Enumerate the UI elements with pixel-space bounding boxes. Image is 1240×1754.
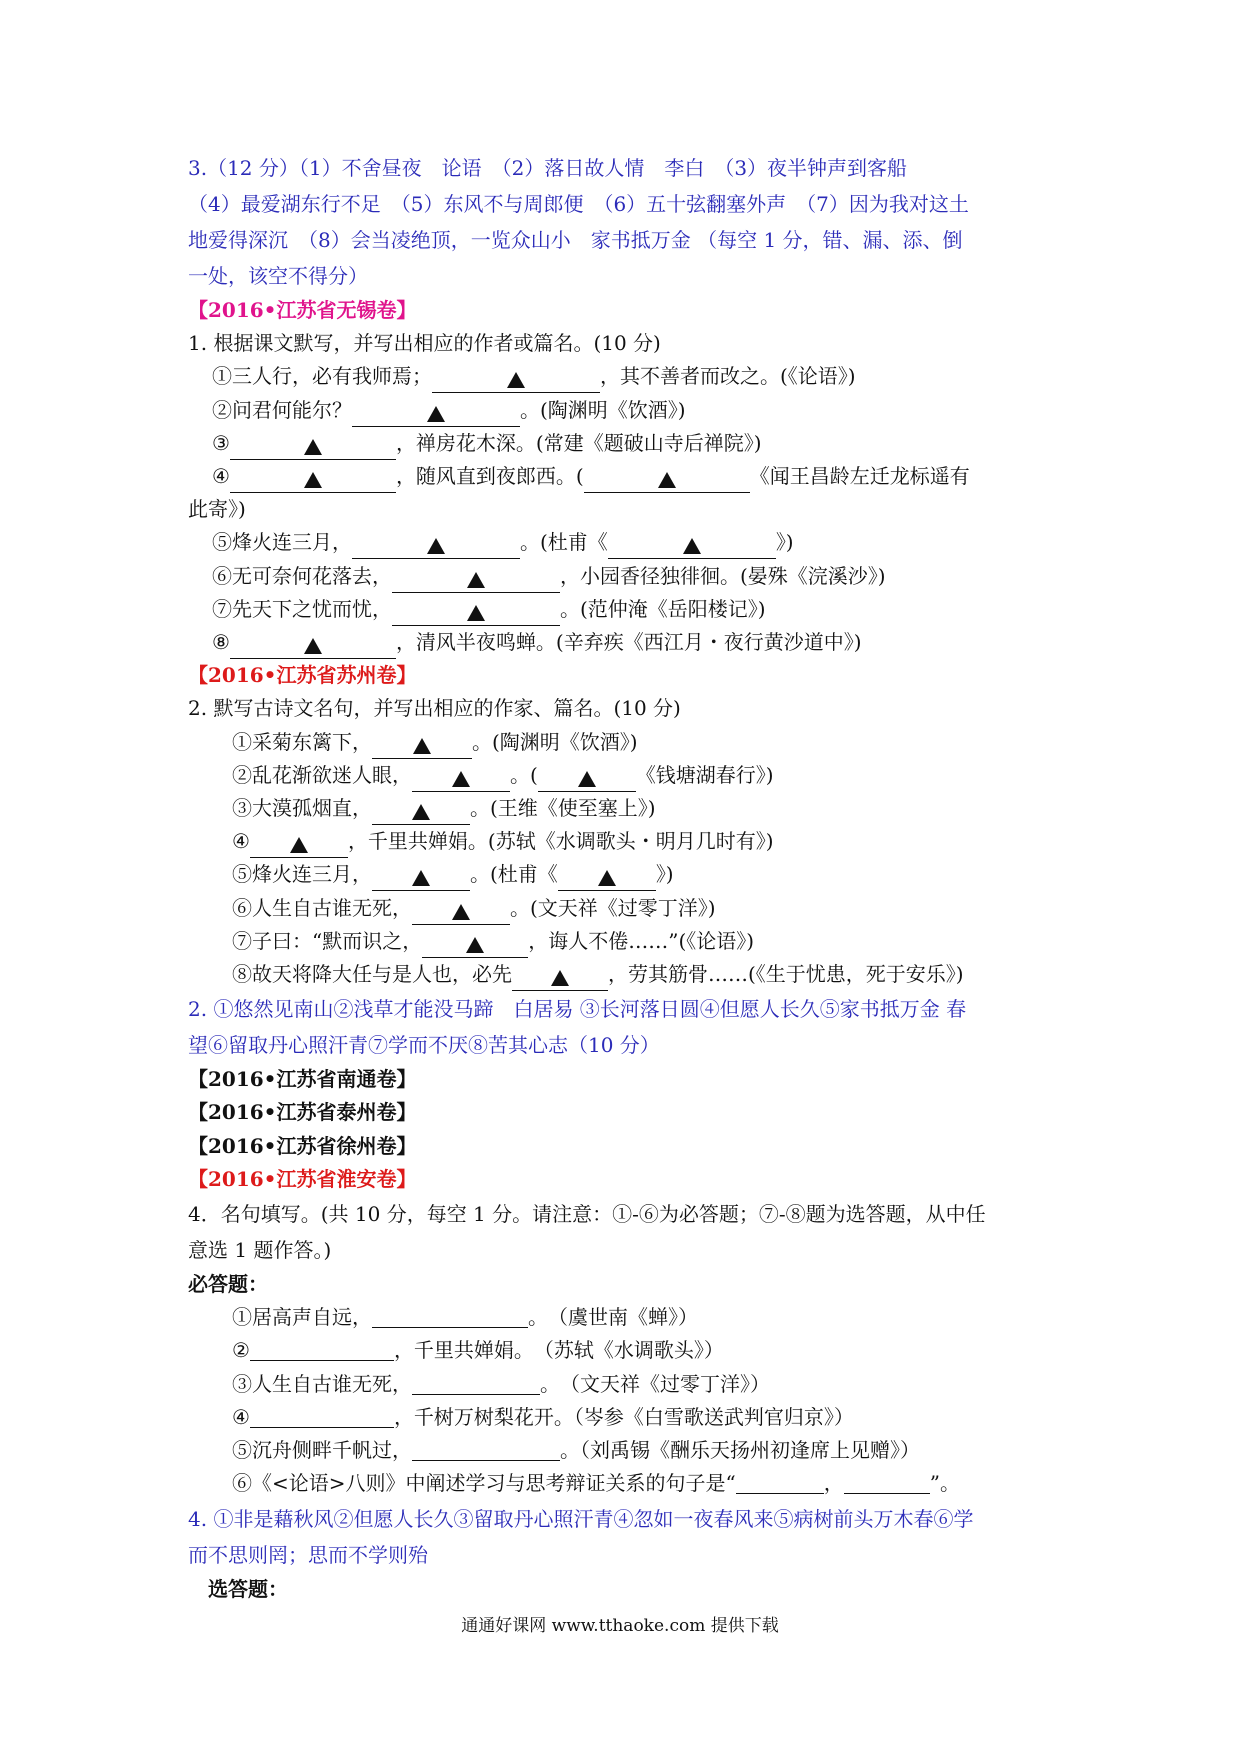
answer-blank[interactable] <box>392 603 560 626</box>
answer-line: 地爱得深沉 （8）会当凌绝顶，一览众山小 家书抵万金 （每空 1 分，错、漏、添、倒 <box>188 228 963 252</box>
fill-item: ⑥《<论语>八则》中阐述学习与思考辩证关系的句子是“ ， ”。 <box>232 1471 960 1496</box>
question-1: 1. 根据课文默写，并写出相应的作者或篇名。(10 分) <box>188 331 661 356</box>
fill-item: ⑤沉舟侧畔千帆过， 。（刘禹锡《酬乐天扬州初逢席上见赠》） <box>232 1438 920 1463</box>
fill-item: ⑤烽火连三月， 。(杜甫《 》) <box>188 526 1068 559</box>
answer-blank[interactable] <box>352 404 520 427</box>
answer-blank[interactable] <box>372 868 470 891</box>
triangle-icon <box>578 771 596 787</box>
answer-blank[interactable] <box>558 868 656 891</box>
answer-blank[interactable] <box>250 1338 394 1361</box>
triangle-icon <box>304 638 322 654</box>
fill-item: ② ，千里共婵娟。 （苏轼《水调歌头》） <box>232 1338 724 1363</box>
answer-line: 而不思则罔；思而不学则殆 <box>188 1542 428 1567</box>
fill-item: ⑦子曰：“默而识之， ，诲人不倦……”(《论语》) <box>188 925 1068 958</box>
fill-item: ②问君何能尔？ 。(陶渊明《饮酒》) <box>188 394 1068 427</box>
fill-item: ④ ，千树万树梨花开。（岑参《白雪歌送武判官归京》） <box>232 1404 854 1429</box>
fill-item: ③人生自古谁无死， 。 （文天祥《过零丁洋》） <box>232 1371 770 1396</box>
triangle-icon <box>683 538 701 554</box>
fill-item: ③大漠孤烟直， 。(王维《使至塞上》) <box>188 792 1068 825</box>
answer-blank[interactable] <box>412 902 510 925</box>
answer-blank[interactable] <box>250 835 348 858</box>
answer-blank[interactable] <box>844 1471 930 1494</box>
section-header-huaian: 【2016•江苏省淮安卷】 <box>188 1166 417 1191</box>
triangle-icon <box>551 970 569 986</box>
section-header-suzhou: 【2016•江苏省苏州卷】 <box>188 663 417 688</box>
triangle-icon <box>427 406 445 422</box>
fill-item: ③ ，禅房花木深。(常建《题破山寺后禅院》) <box>188 427 1068 460</box>
answer-line: 4. ①非是藉秋风②但愿人长久③留取丹心照汗青④忽如一夜春风来⑤病树前头万木春⑥学 <box>188 1506 974 1531</box>
answer-blank[interactable] <box>352 536 520 559</box>
triangle-icon <box>290 837 308 853</box>
fill-item: ④ ，随风直到夜郎西。( 《闻王昌龄左迁龙标遥有 <box>188 460 1068 493</box>
answer-line: 2. ①悠然见南山②浅草才能没马蹄 白居易 ③长河落日圆④但愿人长久⑤家书抵万金 春 <box>188 997 967 1022</box>
answer-3 <box>188 150 1068 294</box>
answer-blank[interactable] <box>412 769 510 792</box>
answer-blank[interactable] <box>230 437 396 460</box>
answer-blank[interactable] <box>372 802 470 825</box>
answer-blank[interactable] <box>412 1438 560 1461</box>
answer-4 <box>188 1501 1068 1573</box>
answer-line: 一处，该空不得分） <box>188 264 368 288</box>
answer-blank[interactable] <box>250 1405 394 1428</box>
triangle-icon <box>452 904 470 920</box>
answer-blank[interactable] <box>584 470 750 493</box>
answer-blank[interactable] <box>230 636 396 659</box>
question-2: 2. 默写古诗文名句，并写出相应的作家、篇名。(10 分) <box>188 696 681 721</box>
fill-item: ⑧故天将降大任与是人也，必先 ，劳其筋骨……(《生于忧患，死于安乐》) <box>188 958 1068 991</box>
fill-item: ⑤烽火连三月， 。(杜甫《 》) <box>188 858 1068 891</box>
answer-blank[interactable] <box>372 736 472 759</box>
answer-blank[interactable] <box>432 370 600 393</box>
triangle-icon <box>304 439 322 455</box>
answer-blank[interactable] <box>412 1372 540 1395</box>
answer-blank[interactable] <box>608 536 776 559</box>
optional-label: 选答题： <box>208 1576 288 1601</box>
section-header-wuxi: 【2016•江苏省无锡卷】 <box>188 298 417 322</box>
fill-item-continued: 此寄》) <box>188 497 246 522</box>
fill-item: ①三人行，必有我师焉； ，其不善者而改之。(《论语》) <box>188 360 1068 393</box>
answer-blank[interactable] <box>230 470 396 493</box>
answer-blank[interactable] <box>372 1305 528 1328</box>
triangle-icon <box>304 472 322 488</box>
fill-item: ⑦先天下之忧而忧， 。(范仲淹《岳阳楼记》) <box>188 593 1068 626</box>
triangle-icon <box>412 804 430 820</box>
fill-item: ⑥人生自古谁无死， 。(文天祥《过零丁洋》) <box>188 892 1068 925</box>
triangle-icon <box>658 472 676 488</box>
triangle-icon <box>467 572 485 588</box>
answer-line: （4）最爱湖东行不足 （5）东风不与周郎便 （6）五十弦翻塞外声 （7）因为我对这土 <box>188 192 969 216</box>
fill-item: ⑥无可奈何花落去， ，小园香径独徘徊。(晏殊《浣溪沙》) <box>188 560 1068 593</box>
document-body <box>188 150 1068 1606</box>
fill-item: ①采菊东篱下， 。(陶渊明《饮酒》) <box>188 726 1068 759</box>
answer-line: 3.（12 分）（1）不舍昼夜 论语 （2）落日故人情 李白 （3）夜半钟声到客船 <box>188 156 908 180</box>
answer-blank[interactable] <box>422 935 528 958</box>
required-label: 必答题： <box>188 1272 268 1297</box>
triangle-icon <box>412 870 430 886</box>
answer-line: 望⑥留取丹心照汗青⑦学而不厌⑧苦其心志（10 分） <box>188 1033 660 1058</box>
answer-blank[interactable] <box>736 1471 824 1494</box>
triangle-icon <box>507 372 525 388</box>
fill-item: ②乱花渐欲迷人眼， 。( 《钱塘湖春行》) <box>188 759 1068 792</box>
answer-blank[interactable] <box>512 968 608 991</box>
section-header-xuzhou: 【2016•江苏省徐州卷】 <box>188 1133 417 1158</box>
fill-item: ④ ，千里共婵娟。(苏轼《水调歌头・明月几时有》) <box>188 825 1068 858</box>
fill-item: ⑧ ，清风半夜鸣蝉。(辛弃疾《西江月・夜行黄沙道中》) <box>188 626 1068 659</box>
triangle-icon <box>452 771 470 787</box>
answer-blank[interactable] <box>538 769 636 792</box>
triangle-icon <box>467 605 485 621</box>
fill-item: ①居高声自远， 。 （虞世南《蝉》） <box>232 1305 698 1330</box>
section-header-taizhou: 【2016•江苏省泰州卷】 <box>188 1100 417 1125</box>
answer-2 <box>188 991 1068 1063</box>
footer-source: 通通好课网 www.tthaoke.com 提供下载 <box>461 1616 779 1636</box>
triangle-icon <box>466 937 484 953</box>
triangle-icon <box>413 738 431 754</box>
triangle-icon <box>427 538 445 554</box>
question-4: 4．名句填写。(共 10 分，每空 1 分。请注意：①-⑥为必答题；⑦-⑧题为选答题，从中任 意选 1 题作答。) <box>188 1202 986 1263</box>
answer-blank[interactable] <box>392 570 560 593</box>
triangle-icon <box>598 870 616 886</box>
section-header-nantong: 【2016•江苏省南通卷】 <box>188 1067 417 1092</box>
